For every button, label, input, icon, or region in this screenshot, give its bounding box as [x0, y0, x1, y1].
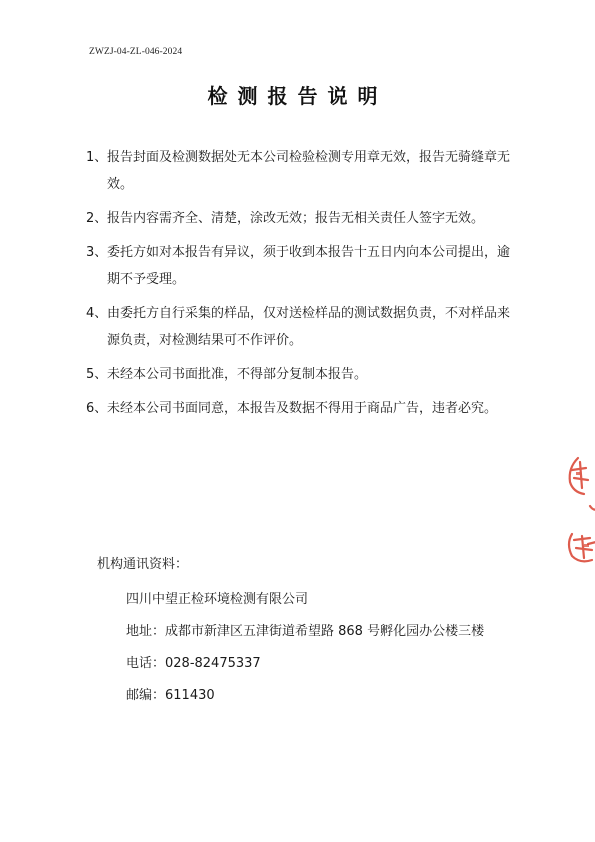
list-item — [86, 300, 516, 354]
item-number: 2、 — [86, 211, 108, 226]
page-title: 检测报告说明 — [207, 84, 388, 108]
item-number: 5、 — [86, 367, 108, 382]
contact-phone: 电话：028-82475337 — [126, 656, 261, 671]
contact-postcode: 邮编：611430 — [126, 688, 215, 703]
contact-heading: 机构通讯资料： — [97, 557, 189, 572]
item-number: 6、 — [86, 401, 108, 416]
item-text: 报告内容需齐全、清楚，涂改无效；报告无相关责任人签字无效。 — [107, 211, 485, 226]
seal-stamp-icon — [560, 448, 595, 568]
list-item — [86, 361, 516, 388]
item-text: 由委托方自行采集的样品，仅对送检样品的测试数据负责，不对样品来源负责，对检测结果可不作评价。 — [107, 306, 511, 348]
company-name: 四川中望正检环境检测有限公司 — [126, 592, 309, 607]
list-item — [86, 239, 516, 293]
item-text: 未经本公司书面批准，不得部分复制本报告。 — [107, 367, 368, 382]
item-text: 未经本公司书面同意，本报告及数据不得用于商品广告，违者必究。 — [107, 401, 498, 416]
item-text: 委托方如对本报告有异议，须于收到本报告十五日内向本公司提出，逾期不予受理。 — [107, 245, 511, 287]
item-text: 报告封面及检测数据处无本公司检验检测专用章无效，报告无骑缝章无效。 — [107, 150, 511, 192]
list-item — [86, 395, 516, 422]
contact-address: 地址：成都市新津区五津街道希望路 868 号孵化园办公楼三楼 — [126, 624, 485, 639]
list-item — [86, 205, 516, 232]
item-number: 4、 — [86, 306, 108, 321]
item-number: 3、 — [86, 245, 108, 260]
contact-info — [126, 584, 484, 712]
document-code: ZWZJ-04-ZL-046-2024 — [89, 47, 183, 57]
list-item — [86, 144, 516, 198]
notes-list — [86, 144, 516, 429]
item-number: 1、 — [86, 150, 108, 165]
